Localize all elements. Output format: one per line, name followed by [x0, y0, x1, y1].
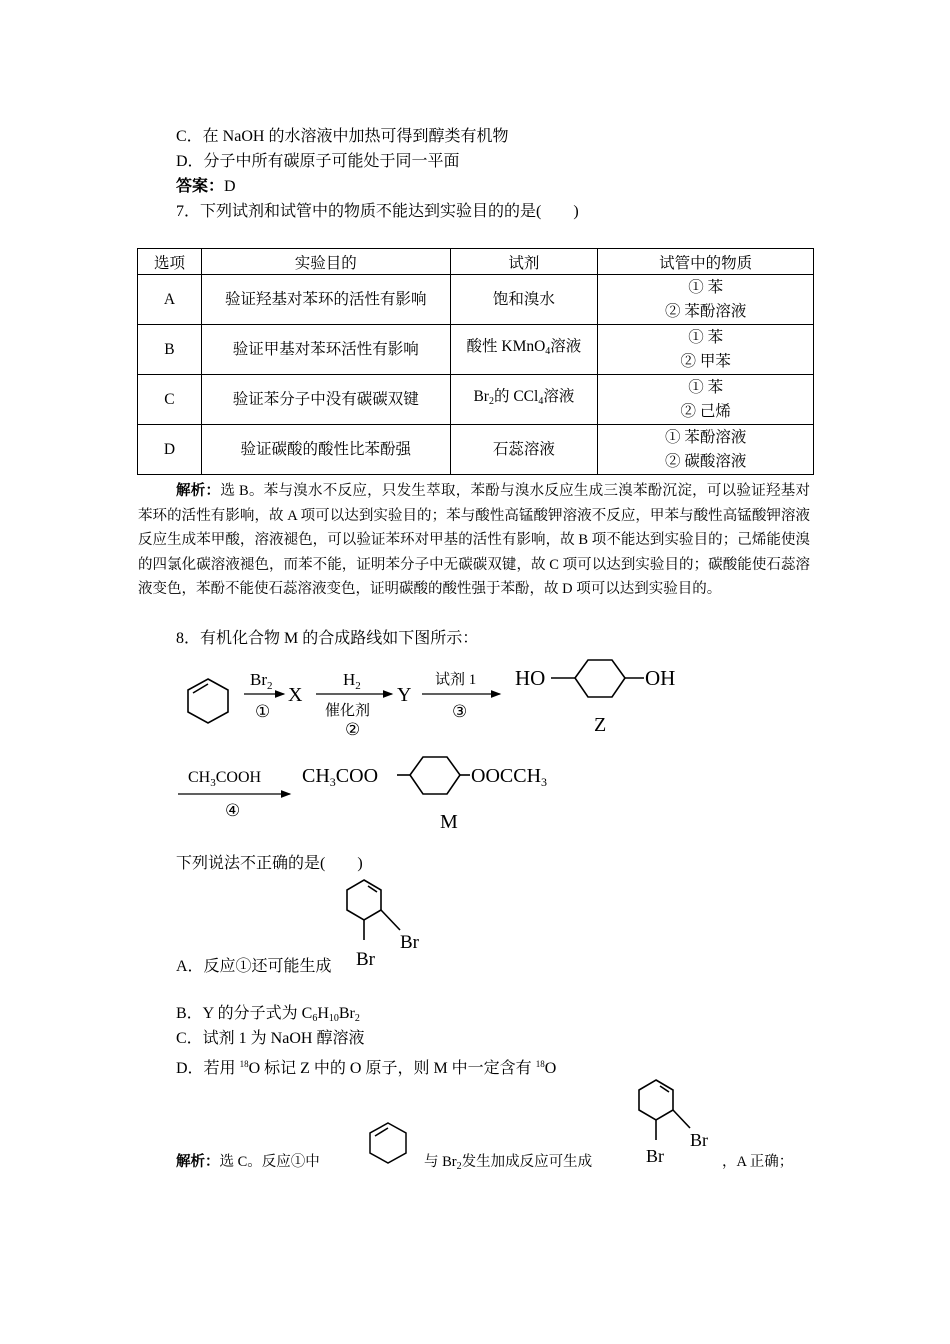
- intermediate-y: Y: [397, 684, 412, 706]
- step-2: ②: [345, 720, 361, 739]
- row-reagent: 石蕊溶液: [450, 425, 598, 475]
- row-option: D: [138, 425, 202, 475]
- analysis-text: 选 B。苯与溴水不反应，只发生萃取，苯酚与溴水反应生成三溴苯酚沉淀，可以验证羟基对苯环的活性有影响，故 A 项可以达到实验目的；苯与酸性高锰酸钾溶液不反应，甲苯与酸性高锰酸钾溶液反应生成苯甲酸，溶液褪色，可以验证苯环对甲基的活性有影响，故 B 项不能达到实验目的；己烯能使溴的四氯化碳溶液褪色，而苯不能，证明苯分子中无碳碳双键，故 C 项可以达到实验目的；碳酸能使石蕊溶液变色，苯酚不能使石蕊溶液变色，证明碳酸的酸性强于苯酚，故 D 项可以达到实验目的。: [138, 483, 811, 597]
- dibromocyclohexene-inline-structure: [628, 1074, 718, 1169]
- q8-analysis: [176, 1151, 320, 1173]
- answer-label: 答案：: [176, 178, 225, 195]
- reagent-4: $CH_3COOH$: [188, 769, 262, 789]
- row-purpose: 验证羟基对苯环的活性有影响: [201, 275, 450, 325]
- row-substances: ① 苯 ② 苯酚溶液: [598, 275, 814, 325]
- q8-stem: 8．有机化合物 M 的合成路线如下图所示：: [176, 630, 479, 647]
- header-option: 选项: [138, 249, 202, 275]
- analysis-pre: 选 C。反应①中: [219, 1154, 320, 1170]
- product-m: M: [440, 811, 458, 833]
- q8-option-d: D．若用 $^{18}$O 标记 Z 中的 O 原子，则 M 中一定含有 $^{18}$O: [176, 1059, 557, 1077]
- step-1: ①: [255, 702, 271, 721]
- table-row: [138, 325, 814, 375]
- q7-stem: 7．下列试剂和试管中的物质不能达到实验目的的是( ): [176, 203, 579, 220]
- cyclohexane-z: [551, 660, 644, 697]
- q7-analysis: [138, 479, 810, 602]
- cyclohexene-inline-structure: [364, 1118, 414, 1168]
- row-purpose: 验证甲基对苯环活性有影响: [201, 325, 450, 375]
- table-row: [138, 425, 814, 475]
- analysis-label: 解析：: [176, 1154, 220, 1170]
- cyclohexane-m: [397, 757, 470, 794]
- q6-option-d: D．分子中所有碳原子可能处于同一平面: [176, 153, 460, 170]
- intermediate-x: X: [288, 684, 303, 706]
- row-purpose: 验证碳酸的酸性比苯酚强: [201, 425, 450, 475]
- q8-option-a: A．反应①还可能生成: [176, 958, 332, 975]
- row-substances: ① 苯酚溶液 ② 碳酸溶液: [598, 425, 814, 475]
- row-reagent: 饱和溴水: [450, 275, 598, 325]
- header-reagent: 试剂: [450, 249, 598, 275]
- br-label-4: Br: [646, 1146, 664, 1166]
- br-label-2: Br: [356, 949, 375, 970]
- analysis-label: 解析：: [176, 483, 221, 499]
- product-z: Z: [594, 714, 607, 736]
- table-row: [138, 275, 814, 325]
- br-label-1: Br: [400, 932, 419, 953]
- row-purpose: 验证苯分子中没有碳碳双键: [201, 375, 450, 425]
- z-left-group: HO: [515, 666, 546, 690]
- q8-analysis-mid: 与 $Br_2$发生加成反应可生成: [424, 1154, 593, 1172]
- table-row: [138, 375, 814, 425]
- m-left-group: $CH_3COO$: [302, 765, 379, 789]
- header-substance: 试管中的物质: [598, 249, 814, 275]
- row-option: A: [138, 275, 202, 325]
- q6-option-c: C．在 NaOH 的水溶液中加热可得到醇类有机物: [176, 128, 509, 145]
- q8-option-c: C．试剂 1 为 NaOH 醇溶液: [176, 1030, 365, 1047]
- row-reagent: 酸性 KMnO$_4$溶液: [450, 325, 598, 375]
- answer-value: D: [224, 178, 236, 195]
- step-3: ③: [452, 702, 468, 721]
- row-substances: ① 苯 ② 甲苯: [598, 325, 814, 375]
- step-4: ④: [225, 801, 241, 820]
- q8-option-b: B．Y 的分子式为 $C_6H_{10}Br_2$: [176, 1005, 360, 1024]
- q8-question: 下列说法不正确的是( ): [176, 855, 363, 872]
- reagent-3: 试剂 1: [435, 672, 477, 688]
- reagent-2: $H_2$: [343, 670, 361, 692]
- q8-analysis-end: ，A 正确；: [722, 1154, 794, 1170]
- synthesis-scheme: [170, 655, 730, 835]
- m-right-group: $OOCCH_3$: [471, 765, 548, 789]
- header-purpose: 实验目的: [201, 249, 450, 275]
- q7-table: [137, 248, 814, 475]
- br-label-3: Br: [690, 1130, 708, 1150]
- reagent-1: $Br_2$: [250, 670, 273, 692]
- table-header-row: [138, 249, 814, 275]
- z-right-group: OH: [645, 666, 676, 690]
- row-option: C: [138, 375, 202, 425]
- cyclohexene-structure: [188, 679, 228, 723]
- dibromocyclohexene-structure: [336, 872, 436, 977]
- row-substances: ① 苯 ② 己烯: [598, 375, 814, 425]
- q6-answer: [176, 176, 236, 198]
- row-option: B: [138, 325, 202, 375]
- row-reagent: $Br_2$的 CCl$_4$溶液: [450, 375, 598, 425]
- catalyst: 催化剂: [325, 703, 371, 719]
